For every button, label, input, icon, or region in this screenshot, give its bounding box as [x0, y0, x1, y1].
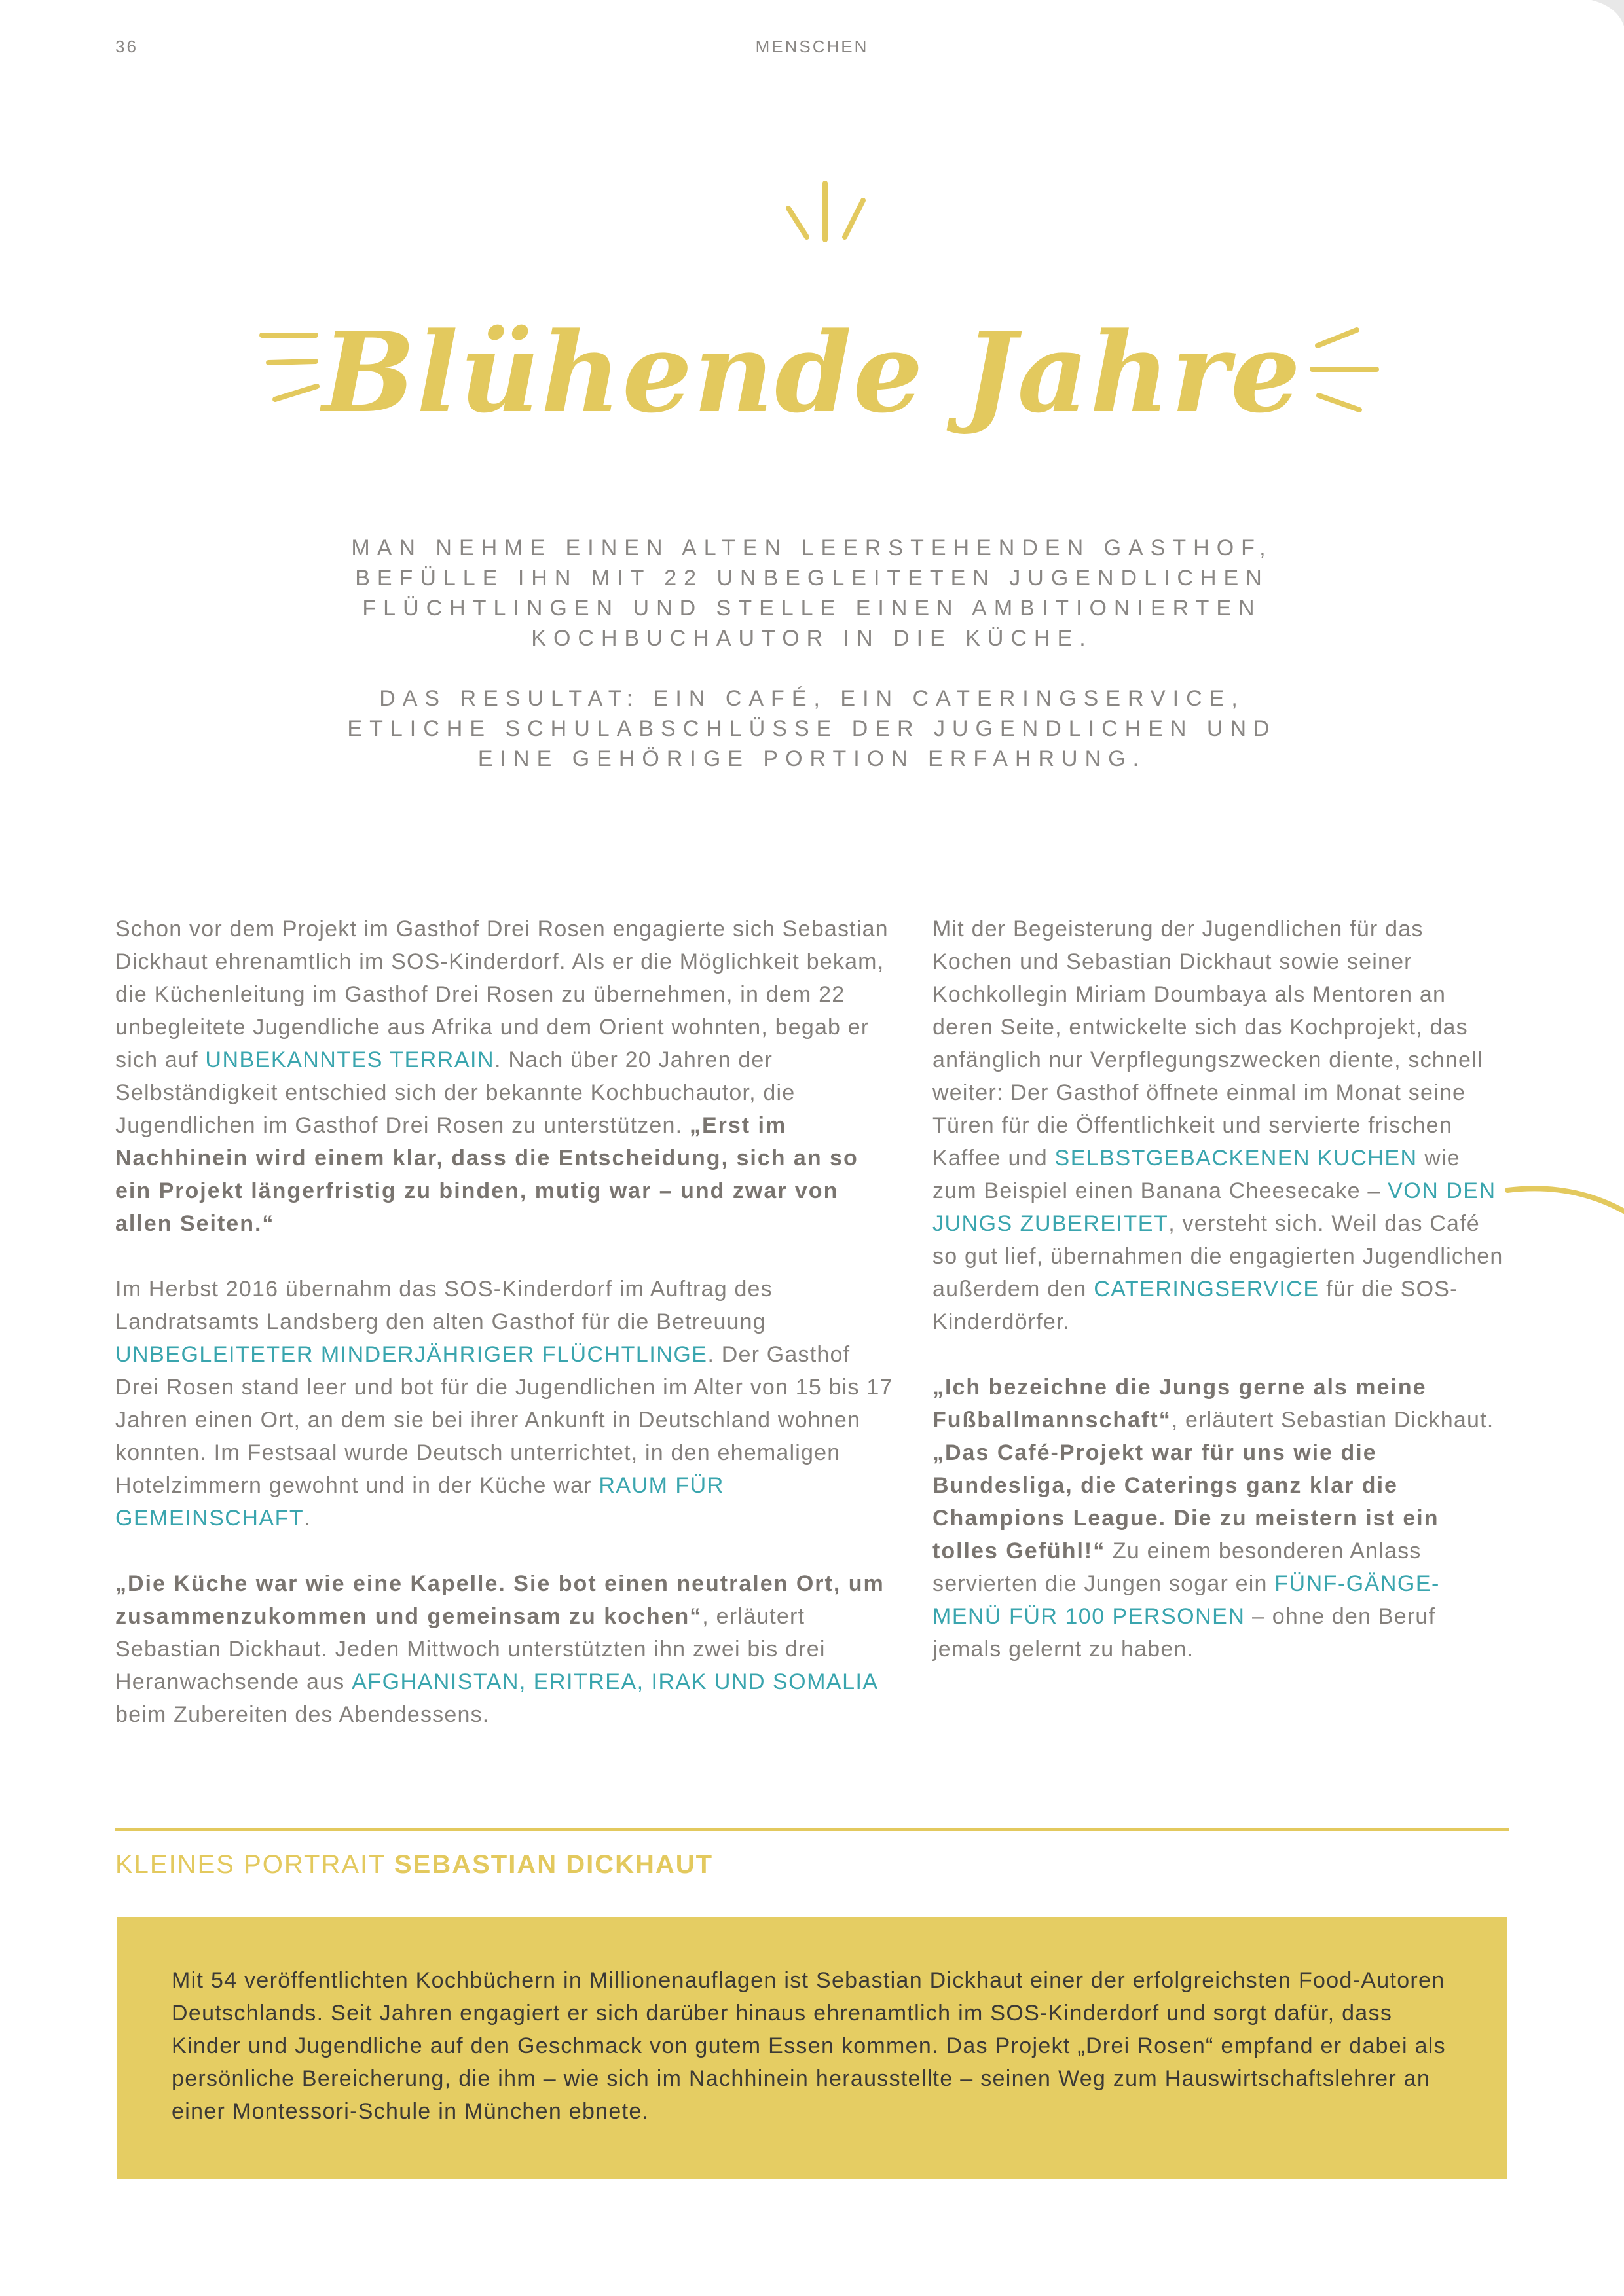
quote: „Das Café-Projekt war für uns wie die Bundesliga, die Caterings ganz klar die Champions League. Die zu meistern ist ein tolles Gefühl!“ [932, 1440, 1439, 1563]
article-title: Blühende Jahre [322, 308, 1302, 437]
text-run: – ohne den Beruf jemals gelernt zu haben. [932, 1604, 1436, 1662]
text-run: . [304, 1506, 311, 1531]
text-run: , versteht sich. Weil das Café so gut lief, übernahmen die engagierten Jugendlichen außerdem den [932, 1211, 1504, 1302]
quote: „Die Küche war wie eine Kapelle. Sie bot einen neutralen Ort, um zusammenzukommen und gemeinsam zu kochen“ [115, 1571, 885, 1629]
left-column [115, 913, 901, 1764]
portrait-text: Mit 54 veröffentlichten Kochbüchern in Millionenauflagen ist Sebastian Dickhaut einer der erfolgreichsten Food-Autoren Deutschlands. Seit Jahren engagiert er sich darüber hinaus ehrenamtlich im SOS-Kinderdorf und sorgt dafür, dass Kinder und Jugendliche auf den Geschmack von gutem Essen kommen. Das Projekt „Drei Rosen“ empfand er dabei als persönliche Bereicherung, die ihm – wie sich im Nachhinein herausstellte – seinen Weg zum Hauswirtschaftslehrer an einer Montessori-Schule in München ebnete. [172, 1968, 1446, 2124]
quote: „Ich bezeichne die Jungs gerne als meine Fußballmannschaft“ [932, 1375, 1427, 1432]
text-run: . Der Gasthof Drei Rosen stand leer und bot für die Jugendlichen im Alter von 15 bis 17 Jahren einen Ort, an dem sie bei ihrer Ankunft in Deutschland wohnen konnten. Im Festsaal wurde Deutsch unterrichtet, in den ehemaligen Hotelzimmern gewohnt und in der Küche war [115, 1342, 893, 1498]
text-run: , erläutert Sebastian Dickhaut. [1171, 1408, 1494, 1432]
portrait-heading-name: SEBASTIAN DICKHAUT [394, 1850, 714, 1879]
right-column [932, 913, 1509, 1698]
keyword-highlight: UNBEKANNTES TERRAIN [205, 1048, 495, 1072]
text-run: . Nach über 20 Jahren der Selbständigkeit entschied sich der bekannte Kochbuchautor, die Jugendlichen im Gasthof Drei Rosen zu unterstützen. [115, 1048, 796, 1138]
right-paragraph-2 [932, 1371, 1509, 1666]
section-divider [115, 1828, 1509, 1831]
text-run: Im Herbst 2016 übernahm das SOS-Kinderdorf im Auftrag des Landratsamts Landsberg den alten Gasthof für die Betreuung [115, 1277, 773, 1334]
text-run: , erläutert Sebastian Dickhaut. Jeden Mittwoch unterstützten ihn zwei bis drei Heranwachsende aus [115, 1604, 826, 1694]
left-paragraph-1 [115, 913, 901, 1240]
keyword-highlight: AFGHANISTAN, ERITREA, IRAK UND SOMALIA [352, 1669, 879, 1694]
text-run: Schon vor dem Projekt im Gasthof Drei Rosen engagierte sich Sebastian Dickhaut ehrenamtlich im SOS-Kinderdorf. Als er die Möglichkeit bekam, die Küchenleitung im Gasthof Drei Rosen zu übernehmen, in dem 22 unbegleitete Jugendliche aus Afrika und dem Orient wohnten, begab er sich auf [115, 917, 889, 1072]
page-corner [1591, 0, 1624, 26]
keyword-highlight: FÜNF-GÄNGE-MENÜ FÜR 100 PERSONEN [932, 1571, 1440, 1629]
intro-paragraph-1: MAN NEHME EINEN ALTEN LEERSTEHENDEN GASTHOF, BEFÜLLE IHN MIT 22 UNBEGLEITETEN JUGENDLICHEN FLÜCHTLINGEN UND STELLE EINEN AMBITIONIERTEN KOCHBUCHAUTOR IN DIE KÜCHE. [351, 536, 1273, 651]
portrait-heading-light: KLEINES PORTRAIT [115, 1850, 394, 1879]
keyword-highlight: VON DEN JUNGS ZUBEREITET [932, 1178, 1496, 1236]
section-label: MENSCHEN [755, 37, 869, 56]
keyword-highlight: CATERINGSERVICE [1094, 1277, 1320, 1302]
intro-paragraph-2: DAS RESULTAT: EIN CAFÉ, EIN CATERINGSERVICE, ETLICHE SCHULABSCHLÜSSE DER JUGENDLICHEN UND EINE GEHÖRIGE PORTION ERFAHRUNG. [347, 686, 1277, 771]
text-run: Zu einem besonderen Anlass servierten die Jungen sogar ein [932, 1539, 1422, 1596]
text-run: wie zum Beispiel einen Banana Cheesecake – [932, 1146, 1460, 1203]
ray-top-left [788, 208, 807, 237]
portrait-box [117, 1917, 1507, 2179]
quote: „Erst im Nachhinein wird einem klar, dass die Entscheidung, sich an so ein Projekt längerfristig zu binden, mutig war – und zwar von allen Seiten.“ [115, 1113, 858, 1236]
keyword-highlight: UNBEGLEITETER MINDERJÄHRIGER FLÜCHTLINGE [115, 1342, 708, 1367]
text-run: Mit der Begeisterung der Jugendlichen für das Kochen und Sebastian Dickhaut sowie seiner Kochkollegin Miriam Doumbaya als Mentoren an deren Seite, entwickelte sich das Kochprojekt, das anfänglich nur Verpflegungszwecken diente, schnell weiter: Der Gasthof öffnete einmal im Monat seine Türen für die Öffentlichkeit und servierte frischen Kaffee und [932, 917, 1483, 1171]
keyword-highlight: RAUM FÜR GEMEINSCHAFT [115, 1473, 724, 1531]
page-number: 36 [115, 37, 138, 56]
text-run: für die SOS-Kinderdörfer. [932, 1277, 1458, 1334]
left-paragraph-3 [115, 1567, 901, 1731]
portrait-heading [115, 1850, 713, 1880]
right-paragraph-1 [932, 913, 1509, 1338]
edge-curve [1507, 1188, 1624, 1211]
text-run: beim Zubereiten des Abendessens. [115, 1702, 490, 1727]
keyword-highlight: SELBSTGEBACKENEN KUCHEN [1054, 1146, 1418, 1171]
ray-top-right [845, 200, 863, 237]
left-paragraph-2 [115, 1273, 901, 1535]
